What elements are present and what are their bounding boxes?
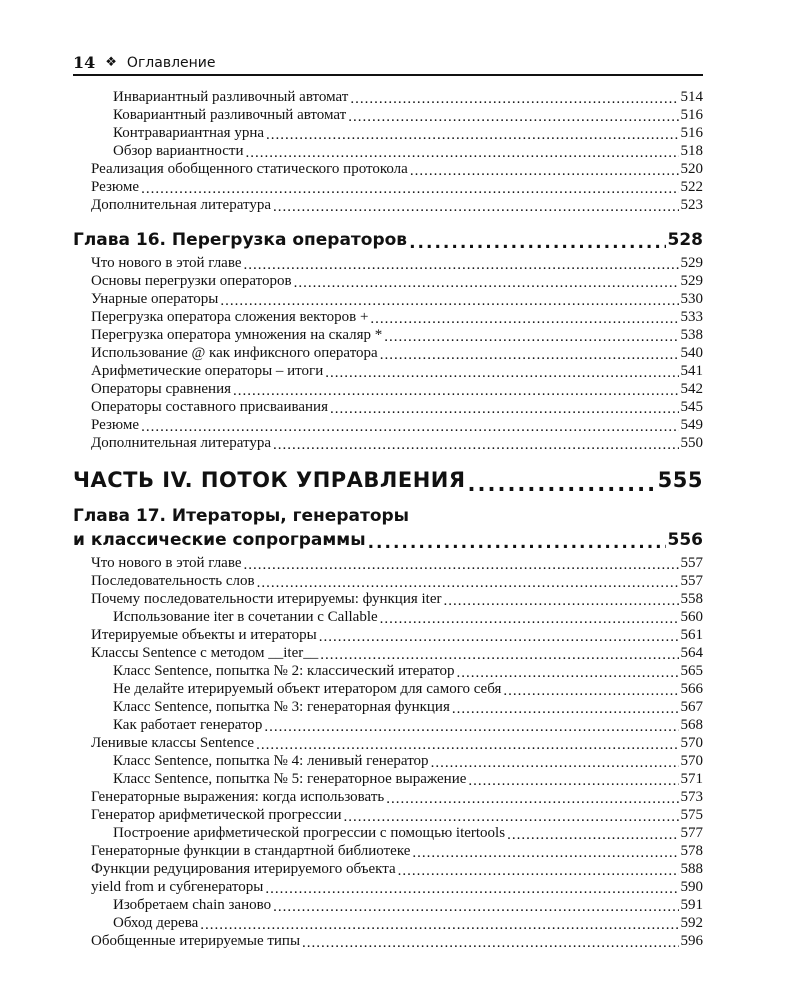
toc-entry-page: 565	[680, 663, 703, 679]
toc-entry	[73, 788, 703, 806]
toc-entry-page: 570	[680, 735, 703, 751]
toc-entry	[73, 824, 703, 842]
part-page: 555	[657, 468, 703, 492]
toc-part-4	[73, 466, 703, 494]
dot-leader	[319, 630, 679, 644]
toc-entry	[73, 590, 703, 608]
chapter-page: 556	[667, 530, 703, 550]
dot-leader	[456, 666, 678, 680]
toc-entry-page: 567	[680, 699, 703, 715]
toc-entry-page: 530	[680, 291, 703, 307]
dot-leader	[452, 702, 679, 716]
toc-entry-title: Резюме	[91, 179, 140, 195]
dot-leader	[273, 438, 679, 452]
dot-leader	[220, 294, 678, 308]
toc-entry-title: Обзор вариантности	[113, 143, 244, 159]
toc-entry	[73, 178, 703, 196]
dot-leader	[294, 276, 679, 290]
toc-entry	[73, 878, 703, 896]
toc-entry-title: Класс Sentence, попытка № 4: ленивый генератор	[113, 753, 429, 769]
toc-block-chapter17	[73, 554, 703, 950]
toc-entry	[73, 770, 703, 788]
toc-entry-title: Что нового в этой главе	[91, 255, 242, 271]
dot-leader	[325, 366, 678, 380]
dot-leader	[410, 164, 679, 178]
toc-entry-title: Резюме	[91, 417, 140, 433]
dot-leader	[243, 258, 678, 272]
dot-leader	[320, 648, 678, 662]
toc-entry-title: Дополнительная литература	[91, 197, 271, 213]
dot-leader	[431, 756, 679, 770]
dot-leader	[348, 110, 678, 124]
toc-entry-page: 516	[680, 125, 703, 141]
page-number: 14	[73, 53, 96, 72]
toc-entry-title: Класс Sentence, попытка № 3: генераторная функция	[113, 699, 450, 715]
toc-entry-page: 588	[680, 861, 703, 877]
toc-entry-title: Унарные операторы	[91, 291, 219, 307]
toc-entry-page: 540	[680, 345, 703, 361]
toc-entry-title: Реализация обобщенного статического протокола	[91, 161, 408, 177]
toc-entry-page: 514	[680, 89, 703, 105]
toc-entry-page: 568	[680, 717, 703, 733]
toc-block-chapter16	[73, 254, 703, 452]
toc-entry	[73, 716, 703, 734]
toc-entry-title: Класс Sentence, попытка № 2: классический итератор	[113, 663, 455, 679]
dot-leader	[141, 182, 678, 196]
toc-entry	[73, 160, 703, 178]
toc-entry-title: Операторы сравнения	[91, 381, 232, 397]
toc-entry-page: 577	[680, 825, 703, 841]
toc-entry	[73, 344, 703, 362]
dot-leader	[200, 918, 678, 932]
toc-entry	[73, 308, 703, 326]
dot-leader	[503, 684, 678, 698]
toc-entry-page: 570	[680, 753, 703, 769]
toc-entry	[73, 860, 703, 878]
toc-entry	[73, 88, 703, 106]
toc-entry-title: Построение арифметической прогрессии с помощью itertools	[113, 825, 506, 841]
toc-entry-title: Функции редуцирования итерируемого объекта	[91, 861, 396, 877]
toc-entry	[73, 434, 703, 452]
toc-entry-title: Итерируемые объекты и итераторы	[91, 627, 317, 643]
toc-entry-title: Ленивые классы Sentence	[91, 735, 255, 751]
dot-leader	[468, 774, 678, 788]
toc-entry-title: Обобщенные итерируемые типы	[91, 933, 301, 949]
toc-entry	[73, 914, 703, 932]
toc-entry	[73, 626, 703, 644]
toc-entry	[73, 806, 703, 824]
dot-leader	[368, 534, 666, 552]
toc-entry-page: 592	[680, 915, 703, 931]
toc-entry-title: Генераторные выражения: когда использовать	[91, 789, 385, 805]
toc-entry-page: 545	[680, 399, 703, 415]
toc-entry-page: 575	[680, 807, 703, 823]
toc-entry	[73, 842, 703, 860]
toc-entry	[73, 608, 703, 626]
toc-entry-title: Арифметические операторы – итоги	[91, 363, 324, 379]
toc-entry-title: Использование iter в сочетании с Callable	[113, 609, 378, 625]
dot-leader	[443, 594, 678, 608]
dot-leader	[380, 612, 679, 626]
dot-leader	[256, 738, 678, 752]
toc-entry-page: 516	[680, 107, 703, 123]
toc-entry	[73, 734, 703, 752]
toc-entry	[73, 752, 703, 770]
toc-entry	[73, 662, 703, 680]
page-header	[73, 50, 703, 76]
chapter-page: 528	[667, 230, 703, 250]
dot-leader	[266, 128, 678, 142]
toc-entry-page: 571	[680, 771, 703, 787]
toc-entry-title: Что нового в этой главе	[91, 555, 242, 571]
toc-entry-page: 523	[680, 197, 703, 213]
toc-entry	[73, 932, 703, 950]
dot-leader	[380, 348, 679, 362]
dot-leader	[330, 402, 679, 416]
toc-entry-title: Использование @ как инфиксного оператора	[91, 345, 378, 361]
toc-entry-title: Дополнительная литература	[91, 435, 271, 451]
toc-entry-page: 520	[680, 161, 703, 177]
dot-leader	[264, 720, 678, 734]
dot-leader	[257, 576, 679, 590]
toc-entry-page: 529	[680, 255, 703, 271]
dot-leader	[384, 330, 678, 344]
toc-entry-page: 560	[680, 609, 703, 625]
dot-leader	[265, 882, 678, 896]
toc-entry-title: Как работает генератор	[113, 717, 263, 733]
toc-entry	[73, 398, 703, 416]
dot-leader	[350, 92, 678, 106]
toc-entry-title: Контравариантная урна	[113, 125, 265, 141]
dot-leader	[370, 312, 678, 326]
toc-entry-page: 538	[680, 327, 703, 343]
toc-entry	[73, 124, 703, 142]
toc-entry	[73, 106, 703, 124]
toc-entry-title: Основы перегрузки операторов	[91, 273, 292, 289]
toc-entry-page: 542	[680, 381, 703, 397]
toc-entry-page: 578	[680, 843, 703, 859]
toc-entry	[73, 142, 703, 160]
toc-entry-title: yield from и субгенераторы	[91, 879, 264, 895]
toc-entry-page: 529	[680, 273, 703, 289]
chapter-title-line2: и классические сопрограммы	[73, 530, 366, 550]
toc-entry	[73, 362, 703, 380]
toc-entry-page: 558	[680, 591, 703, 607]
dot-leader	[302, 936, 678, 950]
dot-leader	[398, 864, 679, 878]
toc-entry-title: Не делайте итерируемый объект итератором для самого себя	[113, 681, 502, 697]
toc-entry	[73, 896, 703, 914]
toc-chapter-16	[73, 228, 703, 252]
dot-leader	[273, 900, 678, 914]
toc-entry	[73, 254, 703, 272]
toc-entry	[73, 416, 703, 434]
toc-block-chapter15-tail	[73, 88, 703, 214]
toc-entry-page: 573	[680, 789, 703, 805]
toc-entry	[73, 572, 703, 590]
toc-entry	[73, 680, 703, 698]
toc-entry-page: 522	[680, 179, 703, 195]
toc-entry	[73, 644, 703, 662]
toc-entry-page: 557	[680, 573, 703, 589]
toc-entry-title: Почему последовательности итерируемы: функция iter	[91, 591, 442, 607]
toc-entry-page: 591	[680, 897, 703, 913]
toc-entry-page: 590	[680, 879, 703, 895]
toc-entry	[73, 698, 703, 716]
dot-leader	[507, 828, 678, 842]
toc-entry-title: Перегрузка оператора сложения векторов +	[91, 309, 369, 325]
toc-entry	[73, 326, 703, 344]
toc-entry-title: Последовательность слов	[91, 573, 255, 589]
toc-entry-page: 550	[680, 435, 703, 451]
toc-entry	[73, 196, 703, 214]
dot-leader	[468, 474, 656, 494]
toc-entry-page: 533	[680, 309, 703, 325]
toc-entry-page: 541	[680, 363, 703, 379]
toc-entry	[73, 290, 703, 308]
chapter-title: Глава 16. Перегрузка операторов	[73, 230, 408, 250]
toc-entry-title: Класс Sentence, попытка № 5: генераторное выражение	[113, 771, 467, 787]
running-title: Оглавление	[126, 55, 216, 71]
toc-entry-title: Генератор арифметической прогрессии	[91, 807, 342, 823]
toc-entry	[73, 272, 703, 290]
toc-entry-title: Классы Sentence с методом __iter__	[91, 645, 319, 661]
ornament-icon: ❖	[105, 55, 117, 70]
toc-entry-title: Ковариантный разливочный автомат	[113, 107, 347, 123]
table-of-contents	[73, 88, 703, 950]
toc-entry-title: Обход дерева	[113, 915, 199, 931]
dot-leader	[344, 810, 679, 824]
toc-entry-title: Изобретаем chain заново	[113, 897, 272, 913]
toc-entry-page: 596	[680, 933, 703, 949]
dot-leader	[246, 146, 679, 160]
dot-leader	[233, 384, 678, 398]
toc-entry-page: 566	[680, 681, 703, 697]
toc-entry-page: 561	[680, 627, 703, 643]
toc-entry	[73, 554, 703, 572]
part-title: ЧАСТЬ IV. ПОТОК УПРАВЛЕНИЯ	[73, 468, 466, 492]
dot-leader	[386, 792, 678, 806]
toc-entry-page: 557	[680, 555, 703, 571]
dot-leader	[243, 558, 678, 572]
toc-entry-title: Операторы составного присваивания	[91, 399, 328, 415]
toc-entry-page: 518	[680, 143, 703, 159]
toc-entry-page: 564	[680, 645, 703, 661]
dot-leader	[412, 846, 678, 860]
dot-leader	[141, 420, 678, 434]
toc-chapter-17	[73, 528, 703, 552]
toc-entry-title: Перегрузка оператора умножения на скаляр *	[91, 327, 383, 343]
toc-entry-page: 549	[680, 417, 703, 433]
dot-leader	[273, 200, 679, 214]
dot-leader	[409, 234, 665, 252]
toc-entry-title: Инвариантный разливочный автомат	[113, 89, 349, 105]
toc-entry-title: Генераторные функции в стандартной библиотеке	[91, 843, 411, 859]
toc-entry	[73, 380, 703, 398]
chapter-17-title-line1: Глава 17. Итераторы, генераторы	[73, 506, 410, 526]
